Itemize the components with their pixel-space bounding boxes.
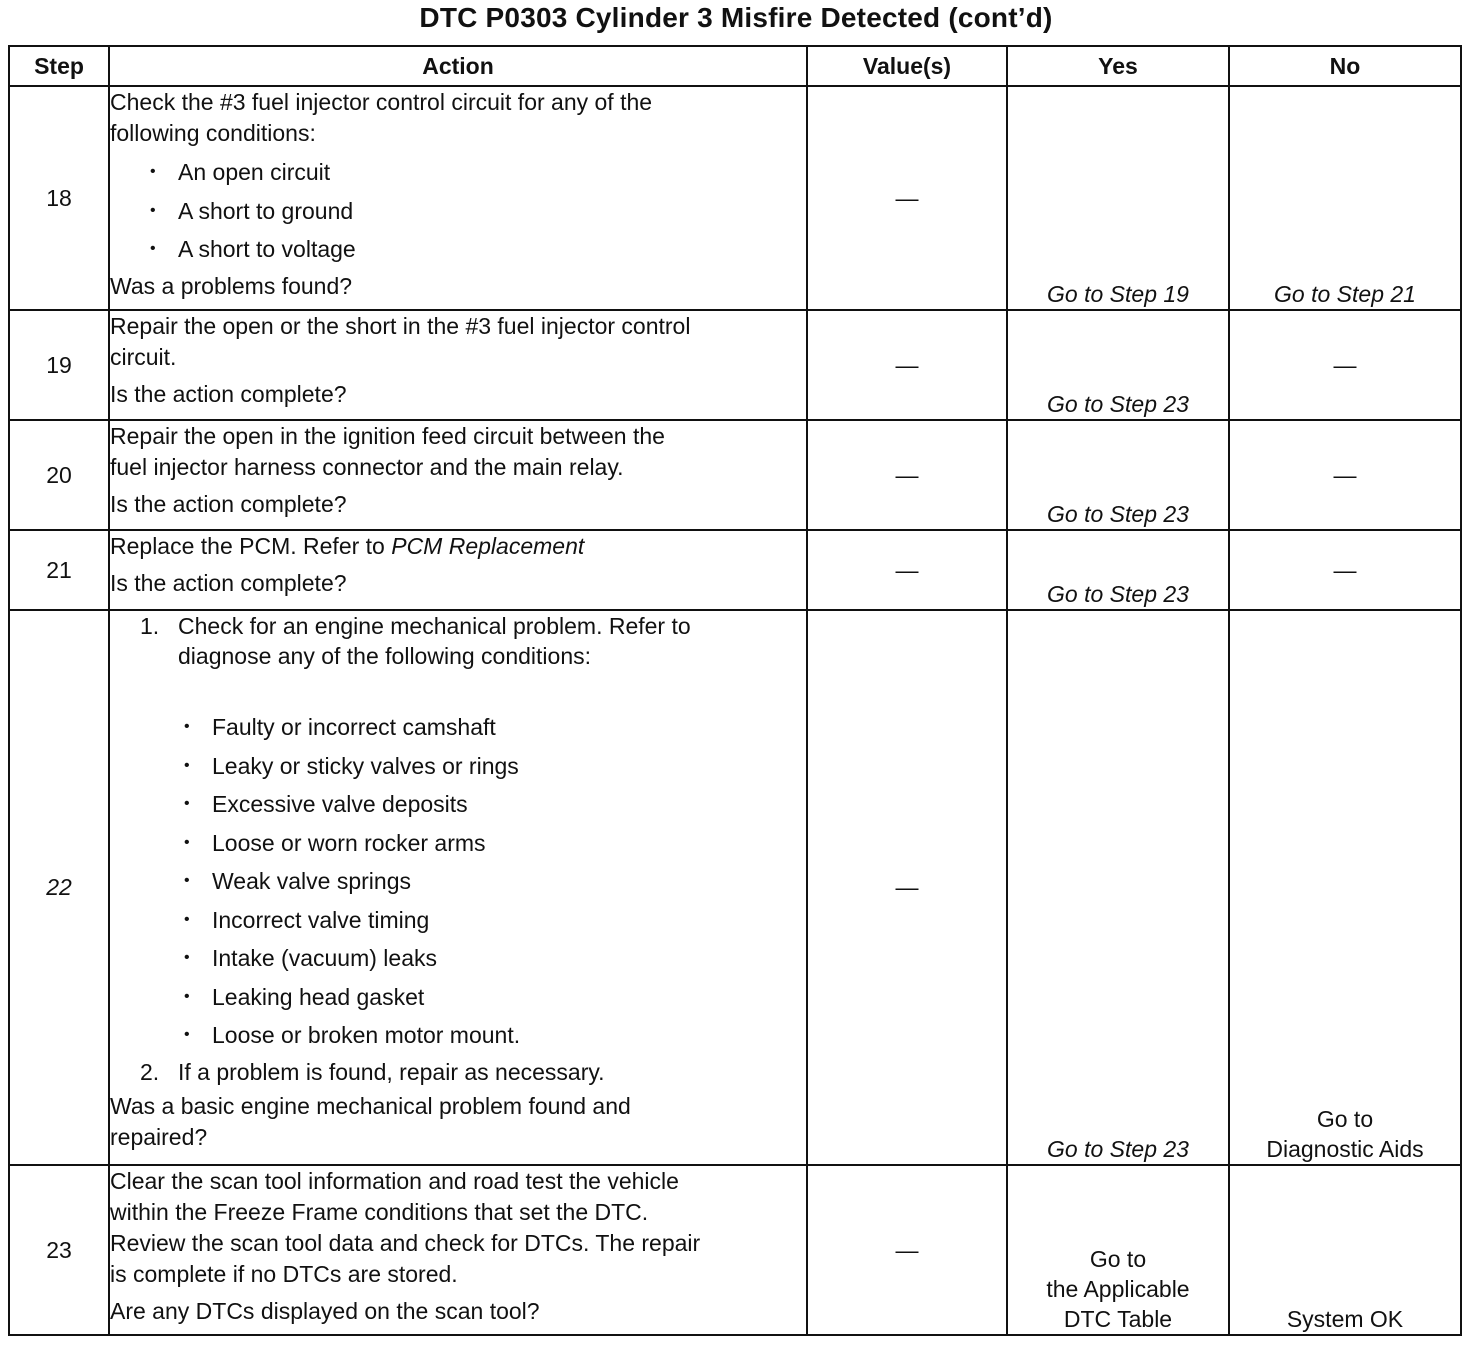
header-no: No [1229, 46, 1461, 86]
action-question: Was a basic engine mechanical problem found and [110, 1092, 631, 1119]
action-text: fuel injector harness connector and the main relay. [110, 454, 624, 480]
no-text: Diagnostic Aids [1266, 1136, 1424, 1162]
list-item: • Loose or broken motor mount. [110, 1016, 806, 1055]
action-question: Are any DTCs displayed on the scan tool? [110, 1298, 540, 1324]
action-text: is complete if no DTCs are stored. [110, 1261, 458, 1287]
yes-cell [1007, 420, 1229, 530]
action-text [110, 531, 806, 562]
list-item: • Weak valve springs [110, 862, 806, 901]
yes-text: Go to [1089, 1246, 1147, 1272]
action-text: within the Freeze Frame conditions that set the DTC. [110, 1199, 649, 1225]
header-action: Action [109, 46, 807, 86]
goto-link: Go to Step 19 [1047, 281, 1189, 307]
table-row [9, 420, 1461, 530]
condition-list [110, 708, 806, 1055]
yes-text: DTC Table [1063, 1306, 1173, 1332]
action-text: If a problem is found, repair as necessary. [178, 1058, 605, 1085]
action-text-prefix: Replace the PCM. Refer to [110, 533, 392, 559]
step-number: 22 [9, 610, 109, 1165]
action-text: following conditions: [110, 120, 316, 146]
goto-link: Go to Step 21 [1274, 281, 1416, 307]
action-text: diagnose any of the following conditions: [178, 643, 592, 669]
action-question: Is the action complete? [110, 570, 347, 596]
table-row [9, 1165, 1461, 1335]
value-cell: — [807, 530, 1007, 610]
no-cell: — [1229, 420, 1461, 530]
yes-cell [1007, 310, 1229, 420]
no-cell: — [1229, 310, 1461, 420]
pcm-replacement-reference: PCM Replacement [391, 533, 585, 559]
page-title: DTC P0303 Cylinder 3 Misfire Detected (cont’d) [419, 2, 1053, 33]
header-values: Value(s) [807, 46, 1007, 86]
table-row [9, 310, 1461, 420]
numbered-item [110, 611, 806, 671]
goto-link: Go to Step 23 [1047, 581, 1189, 607]
table-row [9, 86, 1461, 310]
list-item: • Loose or worn rocker arms [110, 824, 806, 863]
header-row [9, 46, 1461, 86]
value-cell: — [807, 420, 1007, 530]
value-cell: — [807, 310, 1007, 420]
value-cell: — [807, 610, 1007, 1165]
action-text: Review the scan tool data and check for DTCs. The repair [110, 1230, 701, 1256]
header-yes: Yes [1007, 46, 1229, 86]
step-number: 21 [9, 530, 109, 610]
action-cell [109, 310, 807, 420]
no-text: Go to [1316, 1106, 1374, 1132]
step-number: 23 [9, 1165, 109, 1335]
header-step: Step [9, 46, 109, 86]
list-item: • A short to ground [110, 192, 806, 231]
action-cell [109, 1165, 807, 1335]
action-cell [109, 420, 807, 530]
list-item: • Intake (vacuum) leaks [110, 939, 806, 978]
list-item: • Leaky or sticky valves or rings [110, 747, 806, 786]
item-number: 1. [140, 613, 160, 639]
goto-link: Go to Step 23 [1047, 1136, 1189, 1162]
action-text: Check for an engine mechanical problem. Refer to [178, 613, 691, 639]
action-cell [109, 86, 807, 310]
action-text: Clear the scan tool information and road test the vehicle [110, 1168, 679, 1194]
yes-cell [1007, 1165, 1229, 1335]
step-number: 20 [9, 420, 109, 530]
diagnostic-table [8, 45, 1462, 1336]
list-item: • Incorrect valve timing [110, 901, 806, 940]
no-cell: — [1229, 530, 1461, 610]
list-item: • Excessive valve deposits [110, 785, 806, 824]
yes-cell [1007, 610, 1229, 1165]
value-cell: — [807, 86, 1007, 310]
step-number: 18 [9, 86, 109, 310]
condition-list [110, 153, 806, 269]
table-row [9, 530, 1461, 610]
list-item: • Leaking head gasket [110, 978, 806, 1017]
action-text: Check the #3 fuel injector control circuit for any of the [110, 89, 653, 115]
step-number: 19 [9, 310, 109, 420]
no-cell [1229, 610, 1461, 1165]
spacer [110, 671, 806, 704]
goto-link: Go to Step 23 [1047, 391, 1189, 417]
value-cell: — [807, 1165, 1007, 1335]
no-cell [1229, 86, 1461, 310]
action-question: Is the action complete? [110, 491, 347, 517]
yes-cell [1007, 86, 1229, 310]
list-item: • Faulty or incorrect camshaft [110, 708, 806, 747]
numbered-item [110, 1057, 806, 1087]
table-row [9, 610, 1461, 1165]
list-item: • A short to voltage [110, 230, 806, 269]
action-text: Repair the open in the ignition feed circuit between the [110, 423, 665, 449]
no-cell [1229, 1165, 1461, 1335]
action-cell [109, 610, 807, 1165]
list-item: • An open circuit [110, 153, 806, 192]
action-text: circuit. [110, 344, 177, 370]
no-text: System OK [1286, 1306, 1404, 1332]
goto-link: Go to Step 23 [1047, 501, 1189, 527]
item-number: 2. [140, 1058, 160, 1085]
action-question: Is the action complete? [110, 381, 347, 407]
action-cell [109, 530, 807, 610]
action-question: repaired? [110, 1123, 208, 1150]
action-text: Repair the open or the short in the #3 fuel injector control [110, 313, 691, 339]
action-question: Was a problems found? [110, 272, 353, 299]
yes-text: the Applicable [1046, 1276, 1190, 1302]
yes-cell [1007, 530, 1229, 610]
